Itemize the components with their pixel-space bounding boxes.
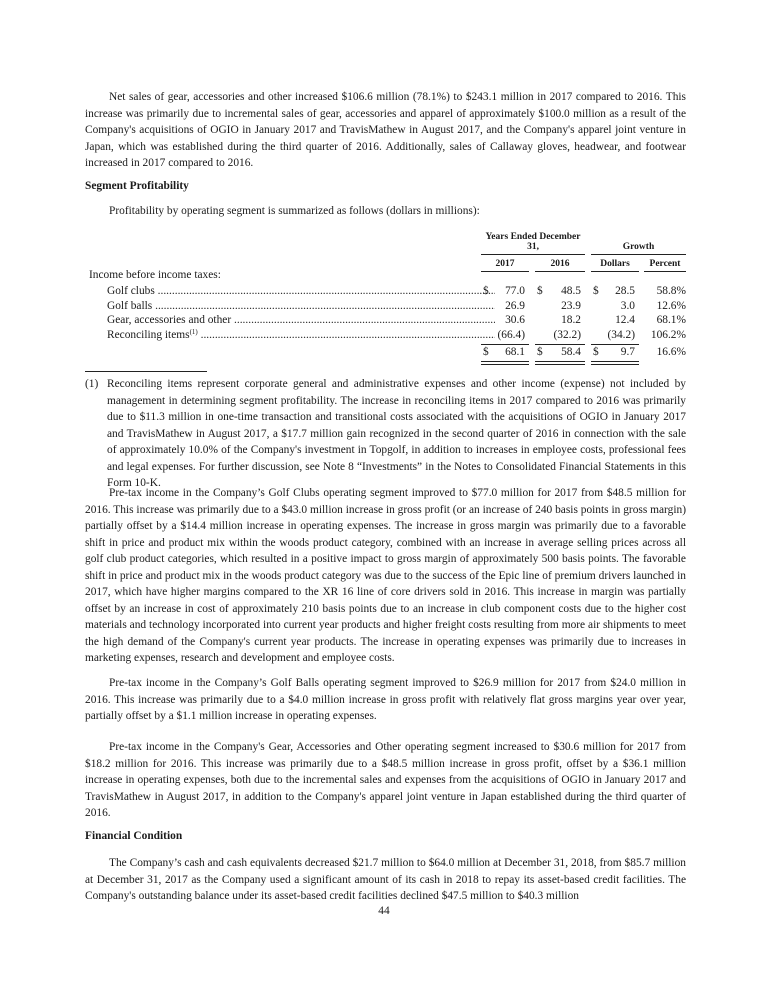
total-double-rule (481, 364, 529, 365)
subtotal-rule (591, 344, 639, 345)
paragraph-financial-condition: The Company’s cash and cash equivalents decreased $21.7 million to $64.0 million at December 31, 2018, from $85.7 million at December 31, 2017 as the Company used a significant amount of its cash in 2018 to repay its asset-based credit facilities. The Company's outstanding balance under its asset-based credit facilities declined $47.5 million to $40.3 million (85, 857, 686, 902)
cell-percent: 12.6% (656, 299, 686, 312)
col-rule (481, 271, 529, 272)
section-label: Income before income taxes: (89, 269, 221, 281)
page-number: 44 (378, 905, 390, 917)
total-double-rule (535, 361, 585, 362)
cell-percent: 58.8% (656, 285, 686, 297)
currency-sign: $ (537, 346, 543, 358)
cell-dollars: 28.5 (615, 285, 635, 297)
cell-dollars: (34.2) (607, 328, 635, 341)
paragraph-gear: Pre-tax income in the Company's Gear, Accessories and Other operating segment increased to $30.6 million for 2017 from $18.2 million for 2016. This increase was primarily due to a $48.5 million increase in gross profit, offset by a $36.1 million increase in operating expenses, both due to the incremental sales and expenses from the acquisitions of OGIO in January 2017 and TravisMathew in August 2017, in addition to the Company's apparel joint venture in Japan established during the third quarter of 2016. (85, 741, 686, 819)
row-label-text: Golf clubs (107, 285, 155, 297)
currency-sign: $ (537, 285, 543, 297)
col-rule (591, 271, 639, 272)
col-2017: 2017 (495, 259, 515, 269)
total-v2017: 68.1 (505, 346, 525, 358)
cell-v2016: (32.2) (553, 328, 581, 341)
header-rule (481, 254, 585, 255)
subtotal-rule (481, 344, 529, 345)
total-percent: 16.6% (656, 346, 686, 358)
cell-v2017: 30.6 (505, 314, 525, 326)
paragraph-golf-clubs: Pre-tax income in the Company’s Golf Clubs operating segment improved to $77.0 million for 2017 from $48.5 million for 2016. This increase was primarily due to a $43.0 million increase in gross profit (or an increase of 240 basis points in gross margin) partially offset by a $14.4 million increase in operating expenses. The increase in gross margin was primarily due to a favorable shift in price and product mix within the woods product category, combined with an increase in average selling prices across all golf club product categories, which resulted in a positive impact to gross margin of approximately 500 basis points. The favorable shift in price and product mix in the woods product category was due to the success of the Epic line of premium drivers launched in 2017, which have higher margins compared to the XR 16 line of core drivers sold in 2016. This increase in margin was partially offset by an increase in cost of approximately 210 basis points due to an increase in club component costs due to the higher cost materials and technology incorporated into current year products and higher freight costs resulting from more air shipments to meet the high demand of the Company's current year products. The increase in operating expenses was primarily due to increases in marketing expenses, research and development and employee costs. (85, 487, 686, 664)
col-2016: 2016 (550, 259, 570, 269)
footnote-separator (85, 371, 207, 372)
row-label-text: Golf balls (107, 299, 153, 312)
header-growth: Growth (622, 242, 655, 252)
footnote-text: Reconciling items represent corporate general and administrative expenses and other income (expense) not included by management in determining segment profitability. The increase in reconciling items in 2017 compared to 2016 was primarily due to $11.3 million in one-time transaction and transitional costs associated with the acquisitions of OGIO in January 2017 and TravisMathew in August 2017, a $17.7 million gain recognized in the second quarter of 2016 in connection with the sale of approximately 10.0% of the Company's investment in Topgolf, in addition to increases in employee costs, professional fees and legal expenses. For further discussion, see Note 8 “Investments” in the Notes to Consolidated Financial Statements in this Form 10-K. (107, 378, 686, 489)
row-label-text: Reconciling items (107, 328, 190, 341)
col-dollars: Dollars (600, 259, 630, 269)
row-label-text: Gear, accessories and other (107, 314, 232, 326)
total-dollars: 9.7 (620, 346, 635, 358)
cell-v2016: 48.5 (561, 285, 581, 297)
footnote (85, 376, 686, 492)
paragraph-golf-balls: Pre-tax income in the Company’s Golf Balls operating segment improved to $26.9 million for 2017 from $24.0 million in 2016. This increase was primarily due to a $4.0 million increase in gross profit with relatively flat gross margins year over year, partially offset by a $1.1 million increase in operating expenses. (85, 677, 686, 722)
paragraph-segment-intro: Profitability by operating segment is summarized as follows (dollars in millions): (109, 205, 480, 217)
col-rule (535, 271, 585, 272)
cell-v2017: 26.9 (505, 299, 525, 312)
currency-sign: $ (593, 285, 599, 297)
total-double-rule (535, 364, 585, 365)
header-years-ended: Years Ended December 31, (485, 232, 581, 252)
paragraph-gear-sales: Net sales of gear, accessories and other increased $106.6 million (78.1%) to $243.1 million in 2017 compared to 2016. This increase was primarily due to incremental sales of gear, accessories and apparel of approximately $100.0 million as a result of the Company's acquisitions of OGIO in January 2017 and TravisMathew in August 2017, and the Company's apparel joint venture in Japan, which was established during the third quarter of 2016. Additionally, sales of Callaway gloves, headwear, and footwear increased in 2017 compared to 2016. (85, 91, 686, 169)
cell-v2016: 18.2 (561, 314, 581, 326)
cell-percent: 68.1% (656, 314, 686, 326)
total-v2016: 58.4 (561, 346, 581, 358)
total-double-rule (481, 361, 529, 362)
cell-percent: 106.2% (650, 328, 686, 341)
footnote-ref: (1) (189, 328, 198, 336)
cell-v2016: 23.9 (561, 299, 581, 312)
row-label (107, 329, 495, 341)
row-label (107, 300, 495, 312)
currency-sign: $ (483, 346, 489, 358)
cell-dollars: 12.4 (615, 314, 635, 326)
cell-v2017: 77.0 (505, 285, 525, 297)
row-label (107, 314, 495, 326)
currency-sign: $ (593, 346, 599, 358)
cell-dollars: 3.0 (620, 299, 635, 312)
row-label (107, 285, 495, 297)
subtotal-rule (535, 344, 585, 345)
total-double-rule (591, 361, 639, 362)
heading-segment-profitability: Segment Profitability (85, 180, 189, 192)
col-percent: Percent (649, 259, 681, 269)
footnote-marker: (1) (85, 378, 99, 390)
heading-financial-condition: Financial Condition (85, 830, 183, 842)
col-rule (644, 271, 686, 272)
total-double-rule (591, 364, 639, 365)
cell-v2017: (66.4) (497, 328, 525, 341)
header-rule (591, 254, 686, 255)
segment-profitability-table (85, 230, 686, 370)
currency-sign: $ (483, 285, 489, 297)
